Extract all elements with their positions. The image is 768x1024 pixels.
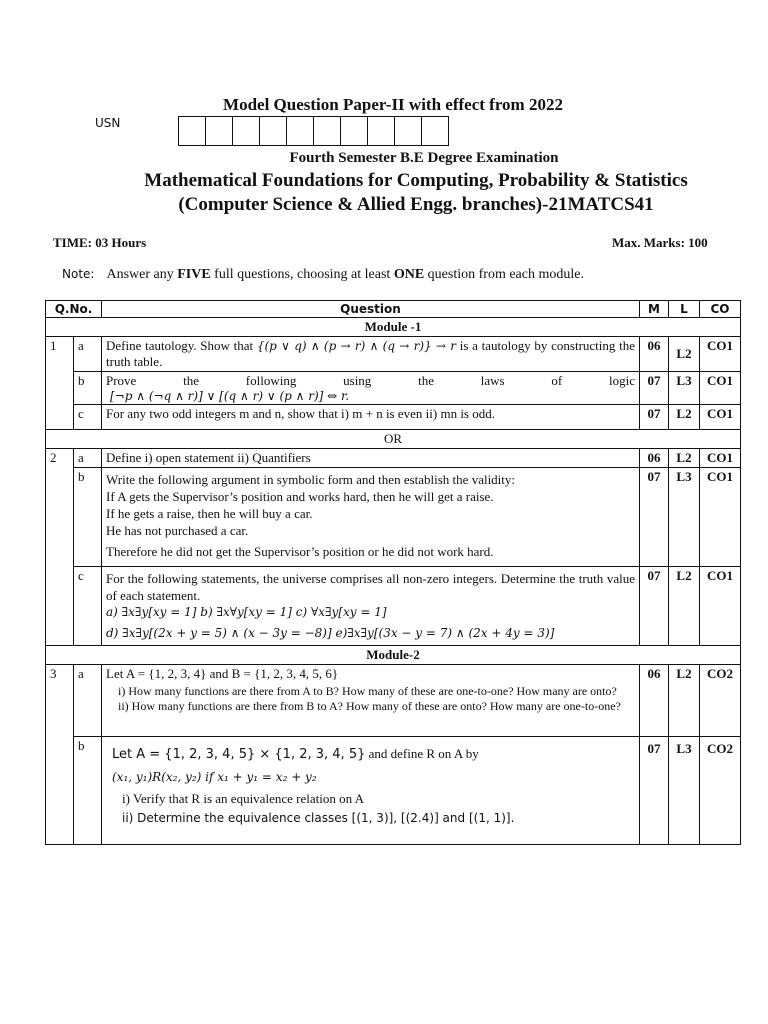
table-row — [46, 449, 741, 468]
note-text: full questions, choosing at least — [210, 267, 394, 282]
or-label: OR — [46, 430, 741, 449]
module-row — [46, 646, 741, 665]
sub-label: b — [74, 468, 102, 567]
question-table — [45, 300, 741, 845]
marks-cell: 06 — [640, 665, 669, 737]
usn-box[interactable] — [205, 116, 233, 146]
usn-box[interactable] — [259, 116, 287, 146]
sub-label: b — [74, 372, 102, 405]
sub-label: a — [74, 449, 102, 468]
header-qno: Q.No. — [46, 301, 102, 318]
question-text-part: and define R on A by — [365, 746, 479, 761]
question-text-part: is a tautology by constructing the truth table. — [106, 338, 635, 369]
usn-box[interactable] — [286, 116, 314, 146]
level-cell: L3 — [669, 468, 700, 567]
header-co: CO — [700, 301, 741, 318]
question-text — [102, 372, 640, 405]
level-cell: L3 — [669, 372, 700, 405]
usn-box[interactable] — [421, 116, 449, 146]
list-item: i) How many functions are there from A to B? How many of these are one-to-one? How many are onto? — [118, 684, 617, 698]
table-row — [46, 337, 741, 372]
co-cell: CO2 — [700, 737, 741, 845]
table-row — [46, 372, 741, 405]
semester-line: Fourth Semester B.E Degree Examination — [289, 150, 559, 166]
usn-box[interactable] — [232, 116, 260, 146]
marks-cell: 07 — [640, 405, 669, 430]
co-cell: CO1 — [700, 337, 741, 372]
question-text — [102, 567, 640, 646]
set-definition: Let A = {1, 2, 3, 4} and B = {1, 2, 3, 4, 5, 6} — [106, 666, 339, 681]
sub-label: a — [74, 337, 102, 372]
question-text-part: For the following statements, the universe comprises all non-zero integers. Determine the truth value of each statement. — [106, 571, 635, 603]
table-row — [46, 468, 741, 567]
argument-line: If he gets a raise, then he will buy a car. — [106, 506, 313, 521]
question-text — [102, 737, 640, 845]
level-cell: L2 — [669, 337, 700, 372]
level-cell: L2 — [669, 405, 700, 430]
sub-label: a — [74, 665, 102, 737]
usn-box[interactable] — [340, 116, 368, 146]
module-1-label: Module -1 — [46, 318, 741, 337]
marks-cell: 07 — [640, 737, 669, 845]
set-product: Let A = {1, 2, 3, 4, 5} × {1, 2, 3, 4, 5} — [112, 747, 366, 762]
level-cell: L3 — [669, 737, 700, 845]
co-cell: CO1 — [700, 567, 741, 646]
question-text — [102, 665, 640, 737]
table-row — [46, 567, 741, 646]
usn-box[interactable] — [367, 116, 395, 146]
note-text: question from each module. — [424, 267, 584, 282]
level-cell: L2 — [669, 665, 700, 737]
usn-boxes — [178, 116, 448, 146]
list-item: ii) How many functions are there from B to A? How many of these are onto? How many are one-to-one? — [118, 699, 621, 713]
question-number: 2 — [46, 449, 74, 646]
list-item: ii) Determine the equivalence classes [(1, 3)], [(2.4)] and [(1, 1)]. — [122, 811, 515, 825]
quantifier-statements: d) ∃x∃y[(2x + y = 5) ∧ (x − 3y = −8)] e)∃x∃y[(3x − y = 7) ∧ (2x + 4y = 3)] — [106, 626, 555, 640]
table-row — [46, 665, 741, 737]
argument-line: If A gets the Supervisor’s position and works hard, then he will get a raise. — [106, 489, 494, 504]
question-text: Define i) open statement ii) Quantifiers — [102, 449, 640, 468]
table-row — [46, 405, 741, 430]
branch-code: (Computer Science & Allied Engg. branches)-21MATCS41 — [178, 194, 654, 215]
usn-box[interactable] — [178, 116, 206, 146]
note-one: ONE — [393, 267, 425, 282]
or-row — [46, 430, 741, 449]
question-text: For any two odd integers m and n, show that i) m + n is even ii) mn is odd. — [102, 405, 640, 430]
relation-definition: (x₁, y₁)R(x₂, y₂) if x₁ + y₁ = x₂ + y₂ — [112, 770, 317, 784]
note-label: Note: — [62, 267, 95, 281]
level-cell: L2 — [669, 567, 700, 646]
question-text-part: Define tautology. Show that — [106, 338, 257, 353]
logic-formula: [¬p ∧ (¬q ∧ r)] ∨ [(q ∧ r) ∨ (p ∧ r)] ⇔ r. — [110, 389, 350, 403]
quantifier-statements: a) ∃x∃y[xy = 1] b) ∃x∀y[xy = 1] c) ∀x∃y[xy = 1] — [106, 605, 387, 619]
marks-cell: 07 — [640, 567, 669, 646]
paper-title: Model Question Paper-II with effect from 2022 — [223, 95, 563, 114]
question-number: 3 — [46, 665, 74, 845]
argument-line: He has not purchased a car. — [106, 523, 249, 538]
logic-formula: {(p ∨ q) ∧ (p → r) ∧ (q → r)} → r — [256, 339, 457, 353]
usn-box[interactable] — [394, 116, 422, 146]
note-five: FIVE — [177, 267, 211, 282]
co-cell: CO1 — [700, 449, 741, 468]
list-item: i) Verify that R is an equivalence relation on A — [122, 791, 364, 806]
question-text-part: Prove the following using the laws of logic — [106, 373, 635, 388]
relation-intro — [112, 743, 629, 766]
co-cell: CO2 — [700, 665, 741, 737]
time-duration: TIME: 03 Hours — [53, 235, 147, 250]
sub-label: b — [74, 737, 102, 845]
co-cell: CO1 — [700, 405, 741, 430]
usn-label: USN — [95, 116, 121, 130]
co-cell: CO1 — [700, 372, 741, 405]
header-l: L — [669, 301, 700, 318]
marks-cell: 07 — [640, 372, 669, 405]
argument-line: Therefore he did not get the Supervisor’s position or he did not work hard. — [106, 544, 494, 559]
question-number: 1 — [46, 337, 74, 430]
level-cell: L2 — [669, 449, 700, 468]
sub-label: c — [74, 405, 102, 430]
co-cell: CO1 — [700, 468, 741, 567]
note-text: Answer any — [106, 267, 178, 282]
instruction-note — [62, 267, 584, 283]
header-question: Question — [102, 301, 640, 318]
module-row — [46, 318, 741, 337]
header-m: M — [640, 301, 669, 318]
question-text — [102, 337, 640, 372]
table-header-row — [46, 301, 741, 318]
sub-question-list — [116, 684, 635, 714]
marks-cell: 06 — [640, 337, 669, 372]
marks-cell: 06 — [640, 449, 669, 468]
module-2-label: Module-2 — [46, 646, 741, 665]
sub-label: c — [74, 567, 102, 646]
question-text — [102, 468, 640, 567]
max-marks: Max. Marks: 100 — [612, 235, 708, 250]
usn-box[interactable] — [313, 116, 341, 146]
subject-title: Mathematical Foundations for Computing, Probability & Statistics — [144, 170, 688, 191]
table-row — [46, 737, 741, 845]
marks-cell: 07 — [640, 468, 669, 567]
question-text-part: Write the following argument in symbolic form and then establish the validity: — [106, 472, 516, 487]
